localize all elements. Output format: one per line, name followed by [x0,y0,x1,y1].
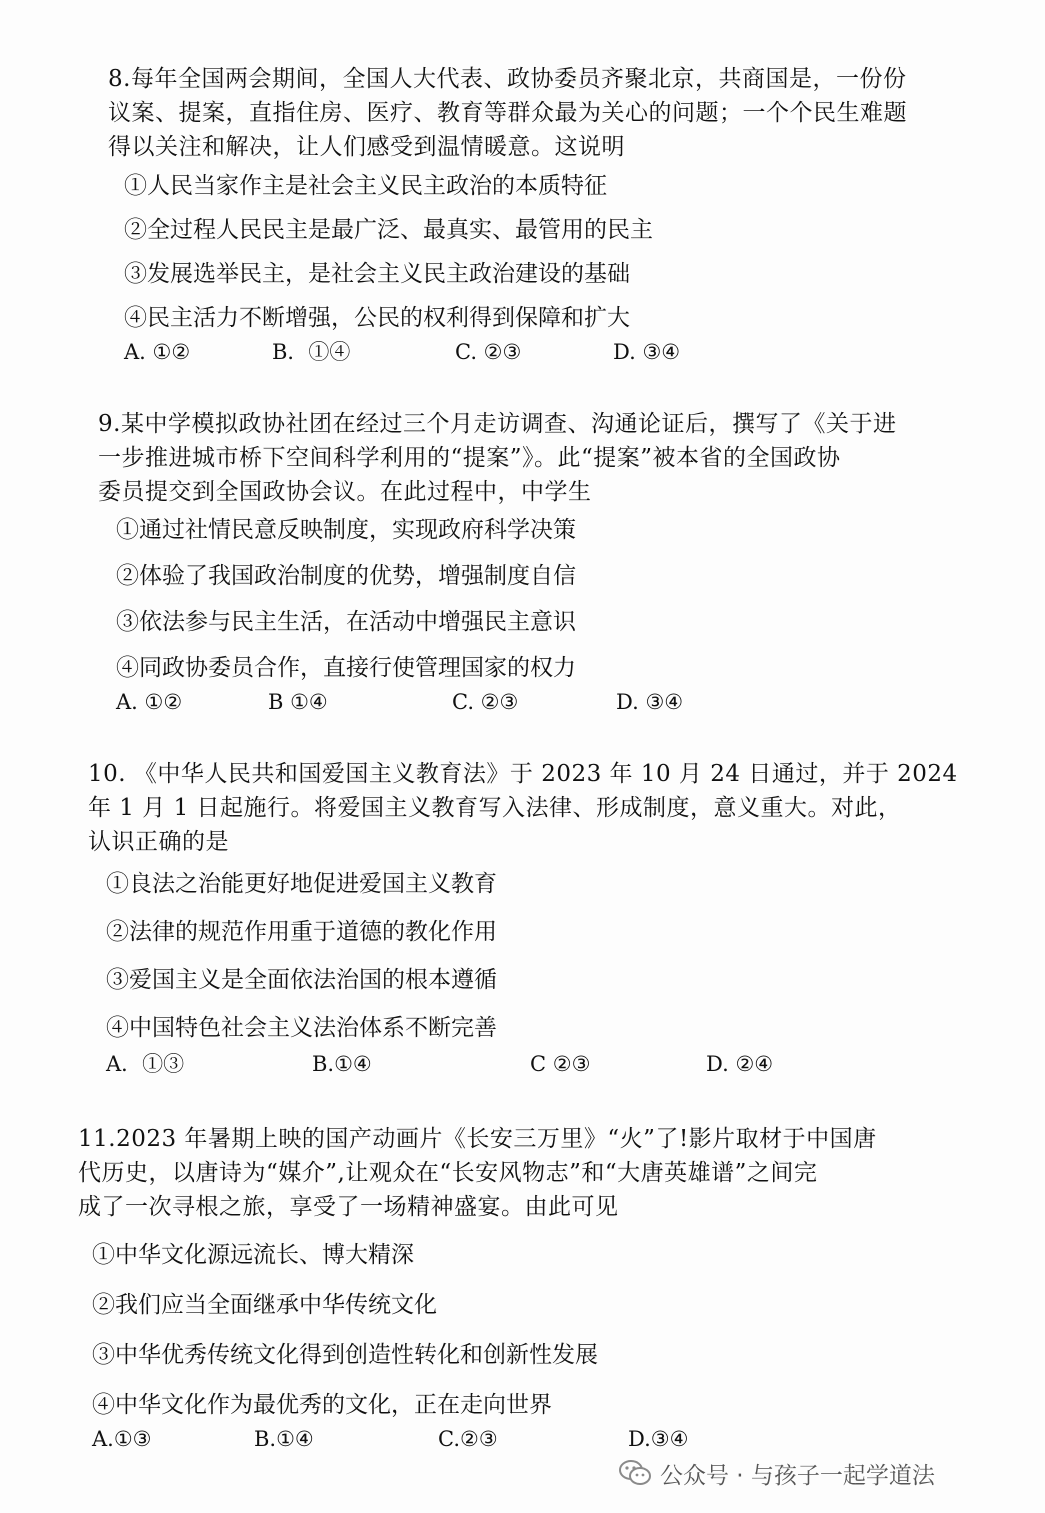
question-stem [0,757,1045,859]
answer-choices [0,337,1045,367]
option-2: ②法律的规范作用重于道德的教化作用 [106,919,497,945]
question-stem [0,1122,1045,1224]
answer-b: B.①④ [254,1427,314,1451]
answer-d: D. ③④ [616,690,684,714]
option-1: ①通过社情民意反映制度，实现政府科学决策 [116,517,576,543]
stem-line: 年 1 月 1 日起施行。将爱国主义教育写入法律、形成制度，意义重大。对此， [88,795,902,821]
stem-line: 认识正确的是 [88,829,229,855]
option-3: ③依法参与民主生活，在活动中增强民主意识 [116,609,576,635]
option-4: ④中国特色社会主义法治体系不断完善 [106,1015,497,1041]
stem-line: 一步推进城市桥下空间科学利用的“提案”》。此“提案”被本省的全国政协 [98,445,841,471]
stem-line: 得以关注和解决，让人们感受到温情暖意。这说明 [108,134,625,160]
answer-d: D. ②④ [706,1052,774,1076]
answer-c: C ②③ [530,1052,591,1076]
answer-choices [0,687,1045,717]
option-list [0,515,1045,687]
option-4: ④民主活力不断增强，公民的权利得到保障和扩大 [124,305,630,331]
answer-a: A.①③ [92,1427,152,1451]
stem-line: 议案、提案，直指住房、医疗、教育等群众最为关心的问题；一个个民生难题 [108,100,907,126]
option-4: ④同政协委员合作，直接行使管理国家的权力 [116,655,576,681]
option-1: ①中华文化源远流长、博大精深 [92,1242,414,1268]
question-11 [0,1122,1045,1454]
wechat-official-account-icon [618,1458,652,1488]
stem-line: 成了一次寻根之旅，享受了一场精神盛宴。由此可见 [78,1194,619,1220]
stem-line: 代历史，以唐诗为“媒介”,让观众在“长安风物志”和“大唐英雄谱”之间完 [78,1160,818,1186]
watermark [618,1453,935,1493]
option-3: ③爱国主义是全面依法治国的根本遵循 [106,967,497,993]
answer-c: C.②③ [438,1427,498,1451]
stem-line: 8.每年全国两会期间，全国人大代表、政协委员齐聚北京，共商国是，一份份 [108,66,907,92]
option-1: ①良法之治能更好地促进爱国主义教育 [106,871,497,897]
option-2: ②体验了我国政治制度的优势，增强制度自信 [116,563,576,589]
option-list [0,869,1045,1049]
answer-a: A. ①② [124,340,191,364]
option-list [0,1240,1045,1424]
question-8 [0,62,1045,367]
answer-d: D. ③④ [613,340,681,364]
option-4: ④中华文化作为最优秀的文化，正在走向世界 [92,1392,552,1418]
answer-choices [0,1049,1045,1079]
option-3: ③中华优秀传统文化得到创造性转化和创新性发展 [92,1342,598,1368]
watermark-text: 公众号 · 与孩子一起学道法 [660,1462,935,1489]
option-3: ③发展选举民主，是社会主义民主政治建设的基础 [124,261,630,287]
stem-line: 11.2023 年暑期上映的国产动画片《长安三万里》“火”了!影片取材于中国唐 [78,1126,877,1152]
question-10 [0,757,1045,1079]
option-2: ②我们应当全面继承中华传统文化 [92,1292,437,1318]
stem-line: 委员提交到全国政协会议。在此过程中，中学生 [98,479,592,505]
option-2: ②全过程人民民主是最广泛、最真实、最管用的民主 [124,217,653,243]
answer-a: A．①③ [106,1052,185,1076]
answer-c: C. ②③ [455,340,522,364]
answer-d: D.③④ [628,1427,689,1451]
stem-line: 9.某中学模拟政协社团在经过三个月走访调查、沟通论证后，撰写了《关于进 [98,411,897,437]
answer-a: A. ①② [116,690,183,714]
answer-choices [0,1424,1045,1454]
option-1: ①人民当家作主是社会主义民主政治的本质特征 [124,173,607,199]
question-9 [0,407,1045,717]
stem-line: 10. 《中华人民共和国爱国主义教育法》于 2023 年 10 月 24 日通过，并于 2024 [88,761,958,787]
answer-b: B．①④ [272,340,351,364]
option-list [0,171,1045,337]
answer-b: B ①④ [268,690,328,714]
question-stem [0,407,1045,509]
answer-b: B.①④ [312,1052,372,1076]
answer-c: C. ②③ [452,690,519,714]
question-stem [0,62,1045,164]
